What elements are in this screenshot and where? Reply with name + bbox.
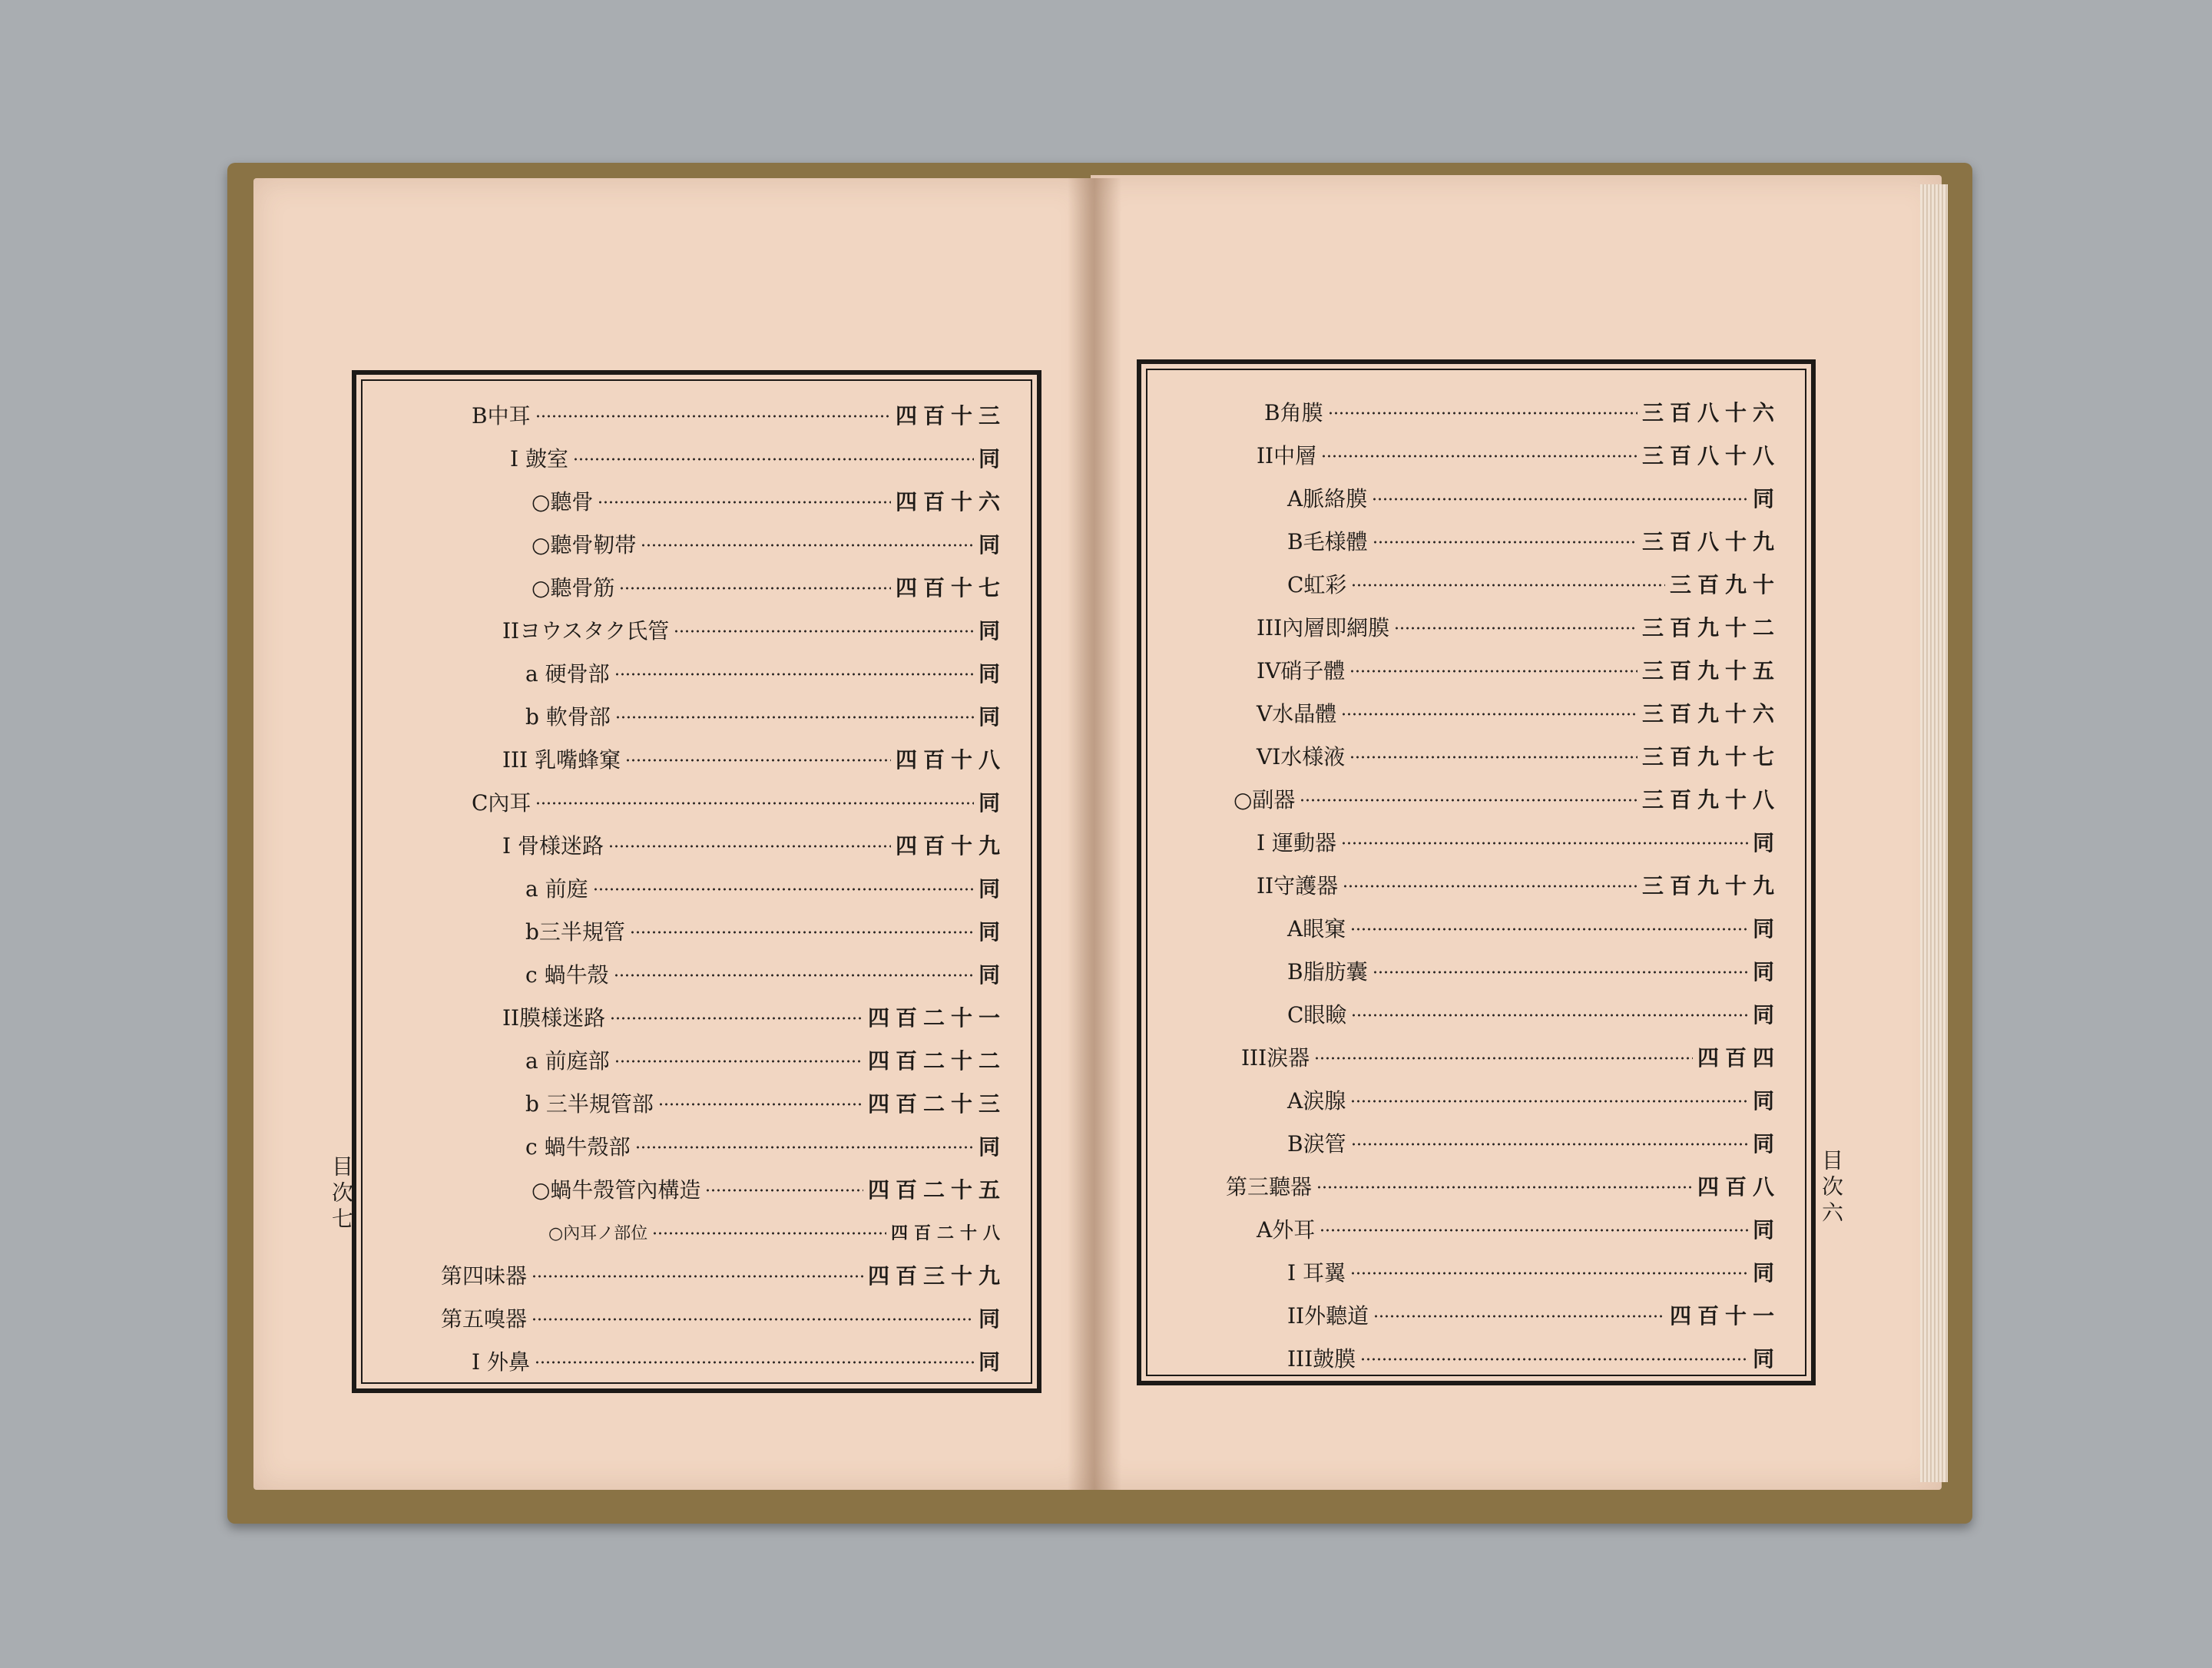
toc-entry-title: ○聽骨靭帯 [531,532,637,558]
toc-entry-title: b 三半規管部 [525,1091,654,1117]
toc-entry-page: 同 [978,962,1006,988]
toc-entry [1287,1298,1780,1332]
right-toc-list [1141,364,1811,1381]
toc-entry-title: II膜様迷路 [502,1005,606,1031]
leader-dots [531,1318,974,1321]
toc-entry-title: A脈絡膜 [1287,486,1368,511]
toc-entry-title: a 前庭 [525,876,588,902]
toc-entry [525,656,1006,690]
leader-dots [705,1189,863,1192]
toc-entry-title: c 蝸牛殼部 [525,1134,631,1160]
toc-entry-page: 同 [1752,1131,1780,1157]
toc-entry-page: 四百四 [1697,1045,1780,1071]
toc-entry-title: C眼瞼 [1287,1002,1347,1028]
leader-dots [1341,713,1637,716]
toc-entry-page: 同 [978,876,1006,902]
leader-dots [1349,756,1637,759]
leader-dots [615,716,974,719]
toc-entry [1287,1341,1780,1375]
toc-entry-page: 同 [978,790,1006,816]
leader-dots [535,1361,974,1364]
toc-entry-title: V水晶體 [1257,701,1337,726]
toc-entry-page: 三百九十二 [1641,615,1780,640]
toc-entry-title: B毛様體 [1287,529,1368,554]
toc-entry-page: 四百十一 [1669,1303,1780,1329]
toc-entry-title: 第四味器 [441,1263,528,1289]
toc-entry-page: 三百九十五 [1641,658,1780,683]
leader-dots [635,1146,974,1149]
leader-dots [614,974,974,977]
toc-entry-title: A眼窠 [1287,916,1346,942]
toc-entry-page: 同 [1752,486,1780,511]
leader-dots [1320,1229,1748,1232]
leader-dots [1349,670,1637,673]
toc-entry-page: 同 [978,446,1006,472]
toc-entry-page: 四百三十九 [867,1263,1006,1289]
leader-dots [1372,498,1748,501]
toc-entry-page: 同 [978,661,1006,687]
toc-entry-title: VI水様液 [1257,744,1346,769]
toc-entry [472,1344,1006,1378]
toc-entry-page: 同 [1752,959,1780,985]
toc-entry-page: 四百十七 [895,575,1006,601]
toc-entry-page: 同 [978,1349,1006,1375]
toc-entry-title: I 運動器 [1257,830,1336,856]
leader-dots [1341,842,1748,845]
toc-entry-page: 四百十三 [895,403,1006,429]
leader-dots [610,1017,863,1020]
toc-entry-page: 四百二十一 [867,1005,1006,1031]
toc-entry-title: III 乳嘴蜂窠 [502,747,621,773]
toc-entry-title: ○聽骨 [531,489,594,515]
toc-entry-page: 四百二十五 [867,1177,1006,1203]
toc-entry-title: IV硝子體 [1257,658,1346,683]
toc-entry-title: 第三聽器 [1226,1174,1313,1200]
leader-dots [1350,1272,1748,1275]
toc-entry-page: 四百八 [1697,1174,1780,1200]
toc-entry-title: A涙腺 [1287,1088,1346,1114]
toc-entry-title: ○副器 [1233,787,1296,812]
leader-dots [573,458,974,461]
toc-entry [1287,1255,1780,1289]
leader-dots [619,587,891,590]
toc-entry-page: 三百九十 [1669,572,1780,597]
toc-entry [441,1258,1006,1292]
leader-dots [593,888,974,891]
toc-entry-page: 同 [1752,1088,1780,1114]
toc-entry-page: 同 [978,1134,1006,1160]
toc-entry [525,914,1006,948]
toc-entry-page: 同 [1752,916,1780,942]
toc-entry-page: 同 [978,618,1006,644]
toc-entry-title: II外聽道 [1287,1303,1369,1329]
toc-entry [1287,1083,1780,1117]
leader-dots [1373,971,1748,974]
toc-entry [510,441,1006,475]
leader-dots [614,1060,863,1063]
toc-entry-title: C內耳 [472,790,531,816]
leader-dots [1351,1014,1748,1017]
toc-entry-page: 三百八十六 [1641,400,1780,425]
toc-entry-title: II守護器 [1257,873,1339,899]
toc-entry-title: I 外鼻 [472,1349,530,1375]
leader-dots [1373,541,1637,544]
toc-entry [1257,1212,1780,1246]
toc-entry [502,613,1006,647]
leader-dots [535,802,974,805]
toc-entry-title: IIヨウスタク氏管 [502,618,670,644]
toc-entry-title: ○蝸牛殼管內構造 [531,1177,701,1203]
toc-entry-title: III涙器 [1241,1045,1310,1071]
toc-entry-title: II中層 [1257,443,1317,468]
left-toc-frame [352,370,1041,1393]
toc-entry-title: ○聽骨筋 [531,575,615,601]
toc-entry-page: 同 [978,704,1006,730]
toc-entry [502,828,1006,862]
toc-entry-page: 四百十八 [895,747,1006,773]
toc-entry [548,1215,1006,1249]
toc-entry-page: 三百九十八 [1641,787,1780,812]
toc-entry [525,871,1006,905]
toc-entry [502,1000,1006,1034]
toc-entry-page: 三百九十七 [1641,744,1780,769]
toc-entry-page: 同 [1752,1002,1780,1028]
leader-dots [1321,455,1637,458]
leader-dots [1300,799,1637,802]
leader-dots [674,630,974,633]
toc-entry-page: 同 [978,1306,1006,1332]
toc-entry-title: b三半規管 [525,919,625,945]
toc-entry [531,484,1006,518]
toc-entry-page: 三百八十九 [1641,529,1780,554]
toc-entry [525,699,1006,733]
toc-entry [1257,610,1780,644]
toc-entry [525,1043,1006,1077]
toc-entry-page: 同 [1752,1260,1780,1286]
toc-entry-page: 三百九十六 [1641,701,1780,726]
toc-entry [525,1086,1006,1120]
toc-entry-page: 同 [978,919,1006,945]
toc-entry [531,1172,1006,1206]
toc-entry-title: 第五嗅器 [441,1306,528,1332]
toc-entry [1257,696,1780,730]
toc-entry-title: ○內耳ノ部位 [548,1223,648,1243]
toc-entry-title: C虹彩 [1287,572,1347,597]
left-toc-list [356,375,1037,1388]
leader-dots [531,1275,863,1278]
toc-entry [1257,868,1780,902]
toc-entry-page: 同 [978,532,1006,558]
toc-entry-title: III內層即網膜 [1257,615,1390,640]
toc-entry [1257,825,1780,859]
toc-entry-page: 同 [1752,830,1780,856]
toc-entry [472,398,1006,432]
toc-entry-title: a 硬骨部 [525,661,610,687]
leader-dots [614,673,974,676]
toc-entry [531,570,1006,604]
toc-entry-title: a 前庭部 [525,1048,610,1074]
toc-entry-title: b 軟骨部 [525,704,611,730]
toc-entry-title: B脂肪囊 [1287,959,1368,985]
toc-entry [525,957,1006,991]
toc-entry-title: I 皷室 [510,446,568,472]
toc-entry [472,785,1006,819]
right-page-runner: 目次六 [1819,1149,1844,1227]
leader-dots [1316,1186,1693,1189]
toc-entry [1287,997,1780,1031]
toc-entry [502,742,1006,776]
toc-entry-title: B角膜 [1264,400,1323,425]
leader-dots [652,1232,886,1235]
toc-entry-page: 三百八十八 [1641,443,1780,468]
leader-dots [1394,627,1637,630]
toc-entry-page: 四百二十八 [890,1223,1006,1243]
toc-entry [1287,524,1780,558]
right-toc-frame [1137,359,1816,1385]
toc-entry [1287,911,1780,945]
leader-dots [598,501,891,504]
toc-entry [441,1301,1006,1335]
toc-entry [531,527,1006,561]
toc-entry-title: I 骨様迷路 [502,833,604,859]
leader-dots [658,1103,863,1106]
toc-entry [1241,1040,1780,1074]
leader-dots [1350,1100,1748,1103]
toc-entry [525,1129,1006,1163]
toc-entry-page: 四百二十三 [867,1091,1006,1117]
toc-entry-title: c 蝸牛殼 [525,962,609,988]
leader-dots [625,759,891,762]
toc-entry [1264,395,1780,429]
leader-dots [1360,1358,1748,1361]
toc-entry [1233,782,1780,816]
toc-entry-title: I 耳翼 [1287,1260,1346,1286]
toc-entry-title: B中耳 [472,403,531,429]
toc-entry-title: B涙管 [1287,1131,1346,1157]
toc-entry-title: A外耳 [1257,1217,1316,1243]
leader-dots [1373,1315,1665,1318]
toc-entry [1287,567,1780,601]
leader-dots [1314,1057,1693,1060]
leader-dots [1343,885,1637,888]
toc-entry [1287,1126,1780,1160]
toc-entry [1226,1169,1780,1203]
toc-entry-page: 三百九十九 [1641,873,1780,899]
leader-dots [1351,1143,1748,1146]
book-gutter [1068,178,1121,1490]
leader-dots [630,931,974,934]
leader-dots [1351,584,1665,587]
toc-entry-page: 四百二十二 [867,1048,1006,1074]
toc-entry-page: 四百十六 [895,489,1006,515]
toc-entry-page: 同 [1752,1346,1780,1372]
leader-dots [641,544,974,547]
toc-entry [1257,438,1780,472]
toc-entry-page: 四百十九 [895,833,1006,859]
page-edges [1920,184,1948,1482]
leader-dots [1328,412,1637,415]
leader-dots [608,845,891,848]
toc-entry [1257,653,1780,687]
leader-dots [535,415,891,418]
toc-entry-title: III皷膜 [1287,1346,1356,1372]
left-page-runner: 目次七 [329,1155,354,1233]
toc-entry-page: 同 [1752,1217,1780,1243]
toc-entry [1287,481,1780,515]
toc-entry [1257,739,1780,773]
toc-entry [1287,954,1780,988]
leader-dots [1350,928,1748,931]
